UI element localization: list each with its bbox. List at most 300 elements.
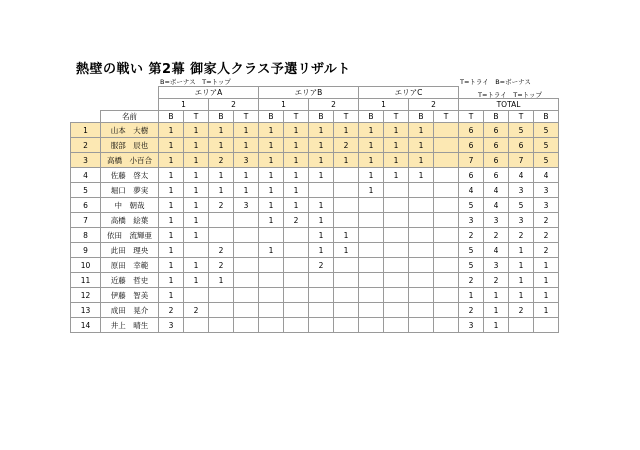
score-cell bbox=[384, 243, 409, 258]
score-cell bbox=[209, 213, 234, 228]
score-cell bbox=[384, 273, 409, 288]
table-row bbox=[71, 273, 559, 288]
score-cell bbox=[434, 303, 459, 318]
table-row bbox=[71, 213, 559, 228]
score-cell bbox=[309, 318, 334, 333]
score-cell bbox=[434, 213, 459, 228]
score-cell: 1 bbox=[409, 123, 434, 138]
score-cell: 1 bbox=[209, 138, 234, 153]
legend-bonus-top: B=ボーナス T=トップ bbox=[160, 78, 231, 86]
score-cell bbox=[409, 303, 434, 318]
score-cell bbox=[309, 273, 334, 288]
score-cell: 1 bbox=[309, 168, 334, 183]
score-cell: 1 bbox=[259, 168, 284, 183]
score-cell: 1 bbox=[159, 288, 184, 303]
score-cell bbox=[259, 273, 284, 288]
score-cell: 3 bbox=[234, 153, 259, 168]
name-cell: 伊藤 智美 bbox=[101, 288, 159, 303]
score-cell bbox=[284, 303, 309, 318]
legend-try-bonus: T=トライ B=ボーナス bbox=[460, 78, 531, 86]
score-cell bbox=[259, 258, 284, 273]
table-row bbox=[71, 168, 559, 183]
score-cell bbox=[409, 243, 434, 258]
score-cell: 1 bbox=[284, 123, 309, 138]
total-cell: 5 bbox=[534, 123, 559, 138]
total-cell: 2 bbox=[459, 273, 484, 288]
score-cell bbox=[284, 258, 309, 273]
total-cell: 2 bbox=[509, 228, 534, 243]
rank-cell: 8 bbox=[71, 228, 101, 243]
column-label: B bbox=[409, 111, 434, 123]
score-cell: 1 bbox=[159, 258, 184, 273]
score-cell bbox=[434, 258, 459, 273]
score-cell bbox=[409, 213, 434, 228]
score-cell: 1 bbox=[159, 138, 184, 153]
rank-cell: 6 bbox=[71, 198, 101, 213]
score-cell: 1 bbox=[334, 243, 359, 258]
area-b-problem-1: 1 bbox=[259, 99, 309, 111]
rank-cell: 2 bbox=[71, 138, 101, 153]
score-cell: 2 bbox=[209, 198, 234, 213]
column-label: B bbox=[209, 111, 234, 123]
total-cell: 4 bbox=[484, 183, 509, 198]
score-cell bbox=[334, 198, 359, 213]
score-cell: 2 bbox=[209, 258, 234, 273]
score-cell bbox=[234, 318, 259, 333]
total-cell: 6 bbox=[509, 138, 534, 153]
score-cell bbox=[434, 183, 459, 198]
score-cell: 1 bbox=[159, 213, 184, 228]
score-cell bbox=[234, 303, 259, 318]
score-cell: 1 bbox=[184, 198, 209, 213]
score-cell bbox=[359, 303, 384, 318]
score-cell: 1 bbox=[309, 123, 334, 138]
total-cell: 2 bbox=[509, 303, 534, 318]
score-cell: 1 bbox=[309, 213, 334, 228]
score-cell bbox=[434, 138, 459, 153]
score-cell bbox=[384, 258, 409, 273]
score-cell: 1 bbox=[234, 123, 259, 138]
score-cell: 1 bbox=[384, 168, 409, 183]
score-cell: 1 bbox=[359, 138, 384, 153]
score-cell: 1 bbox=[334, 228, 359, 243]
table-row bbox=[71, 258, 559, 273]
score-cell: 1 bbox=[384, 138, 409, 153]
score-cell bbox=[259, 288, 284, 303]
total-cell: 6 bbox=[484, 123, 509, 138]
score-cell: 1 bbox=[309, 228, 334, 243]
total-cell bbox=[534, 318, 559, 333]
area-a-problem-2: 2 bbox=[209, 99, 259, 111]
score-cell: 1 bbox=[359, 183, 384, 198]
score-cell bbox=[359, 243, 384, 258]
total-cell: 5 bbox=[459, 243, 484, 258]
score-cell bbox=[384, 183, 409, 198]
total-cell: 3 bbox=[484, 258, 509, 273]
table-row bbox=[71, 123, 559, 138]
total-cell: 1 bbox=[484, 318, 509, 333]
column-label: B bbox=[359, 111, 384, 123]
score-cell: 1 bbox=[184, 153, 209, 168]
name-cell: 服部 辰也 bbox=[101, 138, 159, 153]
score-cell bbox=[384, 213, 409, 228]
score-cell bbox=[334, 288, 359, 303]
score-cell bbox=[334, 213, 359, 228]
score-cell: 1 bbox=[209, 123, 234, 138]
total-cell: 3 bbox=[484, 213, 509, 228]
rank-cell: 14 bbox=[71, 318, 101, 333]
table-row bbox=[71, 318, 559, 333]
score-cell: 1 bbox=[384, 123, 409, 138]
score-cell: 1 bbox=[259, 213, 284, 228]
score-cell bbox=[434, 318, 459, 333]
table-row bbox=[71, 138, 559, 153]
total-cell: 2 bbox=[459, 228, 484, 243]
score-cell bbox=[384, 198, 409, 213]
score-cell bbox=[209, 318, 234, 333]
score-cell: 1 bbox=[184, 183, 209, 198]
score-cell: 1 bbox=[284, 138, 309, 153]
problem-header-row bbox=[71, 99, 559, 111]
total-cell: 1 bbox=[484, 303, 509, 318]
table-row bbox=[71, 288, 559, 303]
name-cell: 高橋 絵葉 bbox=[101, 213, 159, 228]
total-cell: 2 bbox=[459, 303, 484, 318]
legend-try-top: T=トライ T=トップ bbox=[478, 91, 542, 99]
score-cell: 1 bbox=[234, 183, 259, 198]
score-cell bbox=[184, 288, 209, 303]
score-cell bbox=[334, 168, 359, 183]
score-cell: 1 bbox=[259, 183, 284, 198]
column-label: B bbox=[484, 111, 509, 123]
score-cell bbox=[234, 273, 259, 288]
score-cell bbox=[284, 318, 309, 333]
table-row bbox=[71, 243, 559, 258]
score-cell bbox=[409, 318, 434, 333]
score-cell bbox=[259, 303, 284, 318]
area-header-row bbox=[71, 87, 559, 99]
rank-cell: 10 bbox=[71, 258, 101, 273]
score-cell: 1 bbox=[284, 168, 309, 183]
name-cell: 高橋 小百合 bbox=[101, 153, 159, 168]
name-cell: 堀口 夢実 bbox=[101, 183, 159, 198]
score-cell: 1 bbox=[309, 153, 334, 168]
total-cell: 5 bbox=[459, 258, 484, 273]
area-a-problem-1: 1 bbox=[159, 99, 209, 111]
score-cell bbox=[359, 213, 384, 228]
name-cell: 近藤 哲史 bbox=[101, 273, 159, 288]
score-cell: 2 bbox=[334, 138, 359, 153]
total-cell: 3 bbox=[509, 213, 534, 228]
total-cell: 6 bbox=[459, 168, 484, 183]
total-cell: 5 bbox=[534, 138, 559, 153]
score-cell bbox=[384, 318, 409, 333]
score-cell bbox=[209, 228, 234, 243]
score-cell: 2 bbox=[309, 258, 334, 273]
total-cell: 7 bbox=[459, 153, 484, 168]
score-cell: 2 bbox=[184, 303, 209, 318]
area-b-problem-2: 2 bbox=[309, 99, 359, 111]
score-cell: 1 bbox=[209, 168, 234, 183]
rank-cell: 4 bbox=[71, 168, 101, 183]
score-cell: 3 bbox=[159, 318, 184, 333]
score-cell bbox=[434, 228, 459, 243]
name-cell: 井上 晴生 bbox=[101, 318, 159, 333]
column-label: T bbox=[234, 111, 259, 123]
score-cell bbox=[409, 288, 434, 303]
score-cell bbox=[284, 243, 309, 258]
name-cell: 此田 理央 bbox=[101, 243, 159, 258]
total-cell: 5 bbox=[509, 198, 534, 213]
score-cell: 2 bbox=[209, 243, 234, 258]
score-cell bbox=[409, 228, 434, 243]
total-cell: 1 bbox=[484, 288, 509, 303]
rank-cell: 5 bbox=[71, 183, 101, 198]
score-cell bbox=[209, 303, 234, 318]
score-cell bbox=[259, 318, 284, 333]
rank-cell: 1 bbox=[71, 123, 101, 138]
score-cell: 1 bbox=[359, 123, 384, 138]
score-cell: 1 bbox=[159, 153, 184, 168]
name-cell: 山本 大樹 bbox=[101, 123, 159, 138]
area-a-header: エリアA bbox=[159, 87, 259, 99]
score-cell: 1 bbox=[159, 123, 184, 138]
total-cell: 6 bbox=[484, 168, 509, 183]
score-cell: 1 bbox=[159, 168, 184, 183]
score-cell: 1 bbox=[184, 138, 209, 153]
score-cell: 1 bbox=[159, 273, 184, 288]
total-cell: 3 bbox=[509, 183, 534, 198]
score-cell: 1 bbox=[159, 228, 184, 243]
table-row bbox=[71, 228, 559, 243]
score-cell bbox=[359, 288, 384, 303]
score-cell: 1 bbox=[359, 153, 384, 168]
total-cell: 2 bbox=[534, 228, 559, 243]
total-cell: 2 bbox=[534, 213, 559, 228]
total-cell bbox=[509, 318, 534, 333]
score-cell bbox=[384, 228, 409, 243]
score-cell bbox=[334, 273, 359, 288]
score-cell: 1 bbox=[259, 198, 284, 213]
score-cell: 1 bbox=[409, 138, 434, 153]
score-cell bbox=[334, 258, 359, 273]
total-cell: 6 bbox=[459, 123, 484, 138]
score-cell bbox=[234, 258, 259, 273]
score-cell: 1 bbox=[309, 243, 334, 258]
score-cell: 1 bbox=[159, 243, 184, 258]
total-cell: 1 bbox=[534, 288, 559, 303]
total-cell: 4 bbox=[484, 243, 509, 258]
score-cell bbox=[184, 318, 209, 333]
name-header: 名前 bbox=[101, 111, 159, 123]
score-cell bbox=[359, 258, 384, 273]
name-cell: 佐藤 啓太 bbox=[101, 168, 159, 183]
score-cell bbox=[234, 228, 259, 243]
score-cell: 1 bbox=[259, 138, 284, 153]
name-cell: 中 朝哉 bbox=[101, 198, 159, 213]
score-cell: 1 bbox=[209, 273, 234, 288]
total-cell: 3 bbox=[459, 318, 484, 333]
score-cell bbox=[409, 273, 434, 288]
column-label: B bbox=[259, 111, 284, 123]
column-label: T bbox=[384, 111, 409, 123]
score-cell: 1 bbox=[359, 168, 384, 183]
rank-cell: 12 bbox=[71, 288, 101, 303]
total-cell: 2 bbox=[484, 228, 509, 243]
rank-cell: 13 bbox=[71, 303, 101, 318]
score-cell: 1 bbox=[259, 153, 284, 168]
score-cell: 1 bbox=[209, 183, 234, 198]
score-cell: 1 bbox=[159, 198, 184, 213]
score-cell bbox=[234, 213, 259, 228]
table-row bbox=[71, 303, 559, 318]
score-cell bbox=[259, 228, 284, 243]
total-cell: 1 bbox=[509, 258, 534, 273]
total-cell: 6 bbox=[484, 153, 509, 168]
total-cell: 6 bbox=[459, 138, 484, 153]
score-cell bbox=[334, 303, 359, 318]
total-cell: 1 bbox=[459, 288, 484, 303]
total-cell: 4 bbox=[509, 168, 534, 183]
column-label: T bbox=[334, 111, 359, 123]
total-cell: 1 bbox=[534, 273, 559, 288]
score-cell bbox=[234, 288, 259, 303]
rank-cell: 11 bbox=[71, 273, 101, 288]
name-cell: 成田 晃介 bbox=[101, 303, 159, 318]
column-label-row bbox=[71, 111, 559, 123]
score-cell bbox=[309, 288, 334, 303]
area-c-header: エリアC bbox=[359, 87, 459, 99]
table-row bbox=[71, 183, 559, 198]
total-cell: 1 bbox=[509, 243, 534, 258]
column-label: T bbox=[459, 111, 484, 123]
table-row bbox=[71, 198, 559, 213]
table-row bbox=[71, 153, 559, 168]
score-cell: 1 bbox=[284, 198, 309, 213]
score-cell bbox=[384, 288, 409, 303]
total-header: TOTAL bbox=[459, 99, 559, 111]
score-cell bbox=[384, 303, 409, 318]
score-cell: 1 bbox=[259, 243, 284, 258]
score-cell bbox=[434, 198, 459, 213]
total-cell: 5 bbox=[534, 153, 559, 168]
area-c-problem-1: 1 bbox=[359, 99, 409, 111]
rank-cell: 7 bbox=[71, 213, 101, 228]
total-cell: 6 bbox=[484, 138, 509, 153]
score-cell bbox=[359, 318, 384, 333]
column-label: B bbox=[159, 111, 184, 123]
score-cell bbox=[434, 288, 459, 303]
page-title: 熱壁の戦い 第2幕 御家人クラス予選リザルト bbox=[76, 62, 351, 77]
rank-cell: 9 bbox=[71, 243, 101, 258]
score-cell: 3 bbox=[234, 198, 259, 213]
column-label: T bbox=[509, 111, 534, 123]
column-label: T bbox=[284, 111, 309, 123]
score-cell: 2 bbox=[284, 213, 309, 228]
score-cell: 1 bbox=[184, 123, 209, 138]
score-cell: 1 bbox=[234, 138, 259, 153]
total-cell: 3 bbox=[534, 183, 559, 198]
column-label: B bbox=[309, 111, 334, 123]
score-cell: 1 bbox=[334, 153, 359, 168]
score-cell bbox=[184, 243, 209, 258]
score-cell bbox=[234, 243, 259, 258]
score-cell: 1 bbox=[284, 183, 309, 198]
total-cell: 1 bbox=[509, 273, 534, 288]
score-cell bbox=[409, 258, 434, 273]
score-cell bbox=[309, 183, 334, 198]
score-cell: 1 bbox=[184, 168, 209, 183]
score-cell: 1 bbox=[409, 153, 434, 168]
score-cell: 1 bbox=[159, 183, 184, 198]
score-cell: 1 bbox=[284, 153, 309, 168]
score-cell: 1 bbox=[259, 123, 284, 138]
score-cell: 2 bbox=[209, 153, 234, 168]
score-cell bbox=[284, 273, 309, 288]
results-table bbox=[70, 86, 559, 333]
score-cell bbox=[284, 228, 309, 243]
score-cell bbox=[284, 288, 309, 303]
score-cell bbox=[359, 228, 384, 243]
score-cell bbox=[209, 288, 234, 303]
total-cell: 4 bbox=[459, 183, 484, 198]
name-cell: 原田 幸範 bbox=[101, 258, 159, 273]
score-cell bbox=[409, 198, 434, 213]
total-cell: 7 bbox=[509, 153, 534, 168]
name-cell: 依田 流輝亜 bbox=[101, 228, 159, 243]
score-cell: 1 bbox=[184, 258, 209, 273]
rank-cell: 3 bbox=[71, 153, 101, 168]
total-cell: 4 bbox=[534, 168, 559, 183]
score-cell bbox=[434, 243, 459, 258]
total-cell: 3 bbox=[534, 198, 559, 213]
score-cell bbox=[434, 153, 459, 168]
score-cell bbox=[334, 318, 359, 333]
score-cell bbox=[309, 303, 334, 318]
score-cell: 1 bbox=[184, 228, 209, 243]
score-cell: 1 bbox=[384, 153, 409, 168]
total-cell: 5 bbox=[509, 123, 534, 138]
total-cell: 2 bbox=[534, 243, 559, 258]
score-cell: 1 bbox=[184, 213, 209, 228]
score-cell: 1 bbox=[184, 273, 209, 288]
total-cell: 3 bbox=[459, 213, 484, 228]
column-label: B bbox=[534, 111, 559, 123]
score-cell bbox=[409, 183, 434, 198]
total-cell: 5 bbox=[459, 198, 484, 213]
score-cell bbox=[434, 123, 459, 138]
score-cell bbox=[359, 198, 384, 213]
column-label: T bbox=[184, 111, 209, 123]
area-c-problem-2: 2 bbox=[409, 99, 459, 111]
total-cell: 2 bbox=[484, 273, 509, 288]
score-cell bbox=[334, 183, 359, 198]
total-cell: 1 bbox=[534, 303, 559, 318]
score-cell: 1 bbox=[334, 123, 359, 138]
score-cell bbox=[434, 273, 459, 288]
area-b-header: エリアB bbox=[259, 87, 359, 99]
score-cell: 2 bbox=[159, 303, 184, 318]
score-cell: 1 bbox=[234, 168, 259, 183]
score-cell: 1 bbox=[309, 198, 334, 213]
column-label: T bbox=[434, 111, 459, 123]
score-cell: 1 bbox=[409, 168, 434, 183]
total-cell: 4 bbox=[484, 198, 509, 213]
score-cell: 1 bbox=[309, 138, 334, 153]
score-cell bbox=[434, 168, 459, 183]
total-cell: 1 bbox=[534, 258, 559, 273]
score-cell bbox=[359, 273, 384, 288]
